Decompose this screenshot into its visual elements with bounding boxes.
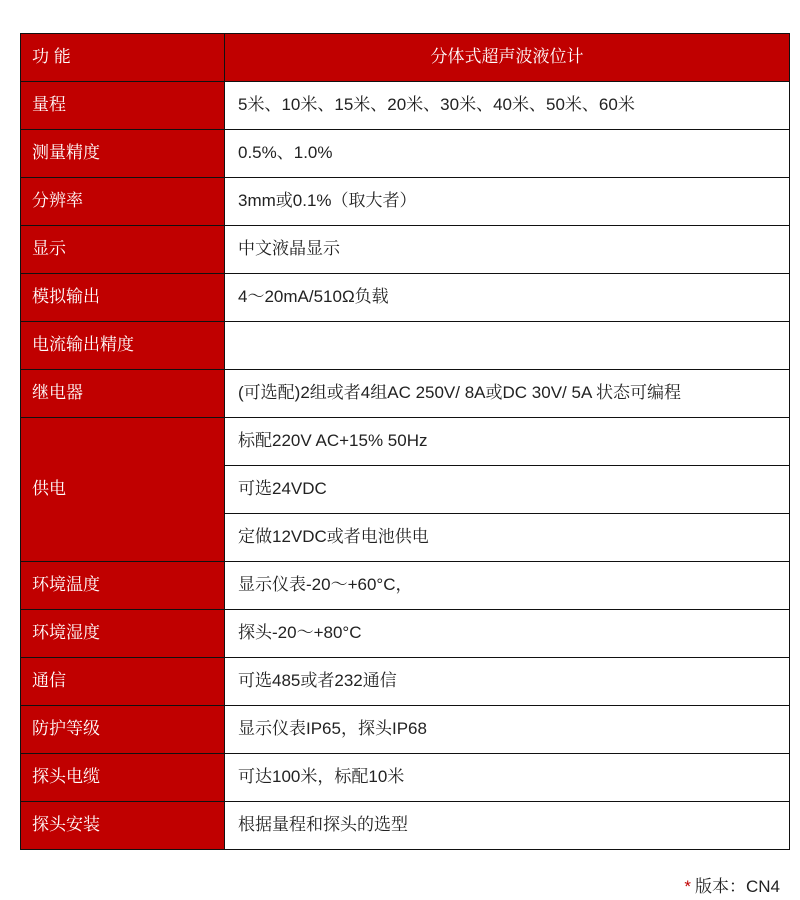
table-row	[21, 706, 790, 754]
row-value-analog-output: 4～20mA/510Ω负载	[225, 274, 790, 322]
row-value-communication: 可选485或者232通信	[225, 658, 790, 706]
row-value-relay: (可选配)2组或者4组AC 250V/ 8A或DC 30V/ 5A 状态可编程	[225, 370, 790, 418]
table-row	[21, 130, 790, 178]
version-text: 版本：CN4	[694, 877, 780, 896]
row-value-current-accuracy	[225, 322, 790, 370]
row-label-range: 量程	[21, 82, 225, 130]
table-row	[21, 370, 790, 418]
table-row	[21, 562, 790, 610]
row-label-accuracy: 测量精度	[21, 130, 225, 178]
row-value-power-standard: 标配220V AC+15% 50Hz	[225, 418, 790, 466]
spec-table	[20, 33, 790, 850]
row-label-current-accuracy: 电流输出精度	[21, 322, 225, 370]
table-row	[21, 754, 790, 802]
row-label-ambient-temp: 环境温度	[21, 562, 225, 610]
table-row	[21, 610, 790, 658]
row-label-probe-cable: 探头电缆	[21, 754, 225, 802]
header-label: 功 能	[21, 34, 225, 82]
table-row	[21, 802, 790, 850]
asterisk-mark: *	[684, 877, 691, 896]
row-label-power: 供电	[21, 418, 225, 562]
row-label-analog-output: 模拟输出	[21, 274, 225, 322]
row-value-power-custom: 定做12VDC或者电池供电	[225, 514, 790, 562]
version-note	[684, 872, 780, 897]
row-value-probe-cable: 可达100米，标配10米	[225, 754, 790, 802]
table-row	[21, 274, 790, 322]
table-row	[21, 226, 790, 274]
row-label-display: 显示	[21, 226, 225, 274]
header-title: 分体式超声波液位计	[225, 34, 790, 82]
row-label-relay: 继电器	[21, 370, 225, 418]
row-value-ambient-humidity: 探头-20～+80°C	[225, 610, 790, 658]
row-value-display: 中文液晶显示	[225, 226, 790, 274]
row-label-resolution: 分辨率	[21, 178, 225, 226]
table-header-row	[21, 34, 790, 82]
row-label-probe-install: 探头安装	[21, 802, 225, 850]
table-row	[21, 658, 790, 706]
row-value-ambient-temp: 显示仪表-20～+60°C，	[225, 562, 790, 610]
table-row	[21, 418, 790, 466]
row-value-accuracy: 0.5%、1.0%	[225, 130, 790, 178]
row-value-resolution: 3mm或0.1%（取大者）	[225, 178, 790, 226]
row-value-power-optional: 可选24VDC	[225, 466, 790, 514]
row-value-protection: 显示仪表IP65，探头IP68	[225, 706, 790, 754]
row-label-protection: 防护等级	[21, 706, 225, 754]
table-row	[21, 178, 790, 226]
table-row	[21, 322, 790, 370]
row-label-ambient-humidity: 环境湿度	[21, 610, 225, 658]
row-label-communication: 通信	[21, 658, 225, 706]
row-value-range: 5米、10米、15米、20米、30米、40米、50米、60米	[225, 82, 790, 130]
table-row	[21, 82, 790, 130]
row-value-probe-install: 根据量程和探头的选型	[225, 802, 790, 850]
